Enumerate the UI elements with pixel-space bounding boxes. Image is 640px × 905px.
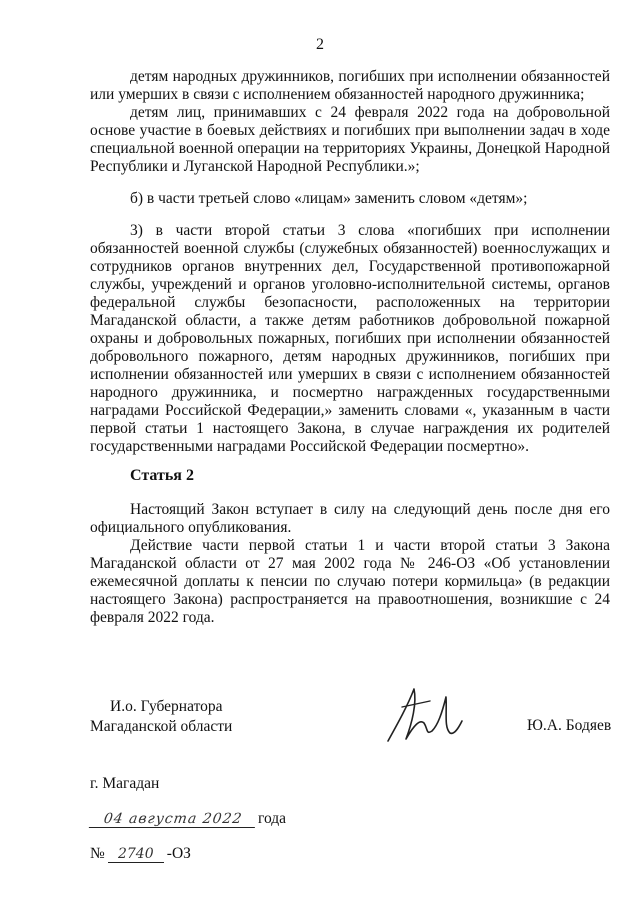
paragraph: 3) в части второй статьи 3 слова «погибших при исполнении обязанностей военной службы (служебных обязанностей) военнослужащих и сотрудников органов внутренних дел, Государственной противопожарной службы, учреждений и органов уголовно-исполнительной системы, органов федеральной службы безопасности, расположенных на территории Магаданской области, а также детям работников добровольной пожарной охраны и добровольных пожарных, погибших при исполнении обязанностей добровольного пожарного, детям народных дружинников, погибших при исполнении обязанностей или умерших в связи с исполнением обязанностей народного дружинника, и посмертно награжденных государственными наградами Российской Федерации,» заменить словами «, указанным в части первой статьи 1 настоящего Закона, в случае награждения их родителей государственными наградами Российской Федерации посмертно». [90, 222, 610, 455]
handwritten-signature [384, 683, 464, 749]
number-sign: № [90, 845, 105, 862]
handwritten-number: 2740 [108, 846, 164, 863]
article-2-text-block [90, 501, 610, 627]
paragraph: б) в части третьей слово «лицам» заменить словом «детям»; [130, 190, 528, 207]
place-of-signing: г. Магадан [90, 775, 160, 792]
signatory-name: Ю.А. Бодяев [527, 717, 612, 734]
handwritten-date: 04 августа 2022 [89, 811, 257, 828]
paragraph: детям народных дружинников, погибших при исполнении обязанностей или умерших в связи с исполнением обязанностей народного дружинника; [90, 68, 610, 103]
paragraph: Действие части первой статьи 1 и части второй статьи 3 Закона Магаданской области от 27 мая 2002 года № 246-ОЗ «Об установлении ежемесячной доплаты к пенсии по случаю потери кормильца» (в редакции настоящего Закона) распространяется на правоотношения, возникшие с 24 февраля 2022 года. [90, 537, 610, 626]
signatory-title-line1: И.о. Губернатора [110, 698, 223, 715]
date-suffix: года [258, 810, 287, 827]
law-number [90, 845, 191, 863]
signing-date [90, 810, 286, 828]
paragraph: детям лиц, принимавших с 24 февраля 2022 года на добровольной основе участие в боевых действиях и погибших при выполнении задач в ходе специальной военной операции на территориях Украины, Донецкой Народной Республики и Луганской Народной Республики.»; [90, 104, 610, 175]
paragraph: Настоящий Закон вступает в силу на следующий день после дня его официального опубликования. [90, 501, 610, 536]
amendment-text-block [90, 68, 610, 456]
signatory-title [90, 697, 232, 737]
signatory-title-line2: Магаданской области [90, 718, 233, 735]
number-suffix: -ОЗ [166, 845, 191, 862]
article-heading: Статья 2 [130, 467, 194, 484]
page-number: 2 [316, 36, 324, 53]
